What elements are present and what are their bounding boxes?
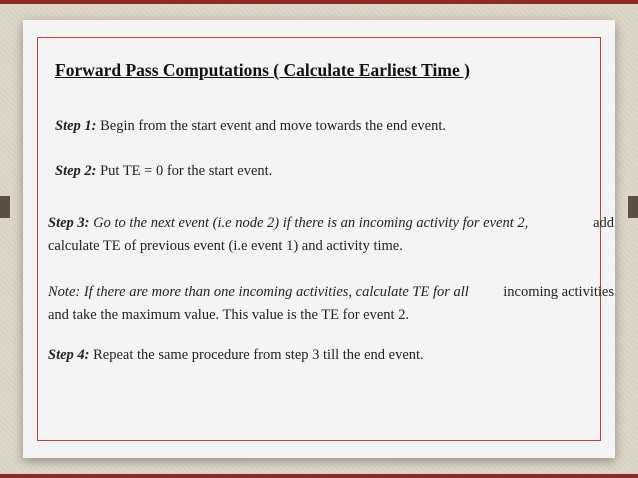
slide-title: Forward Pass Computations ( Calculate Earliest Time ) — [55, 60, 470, 80]
step-2-label: Step 2: — [55, 163, 97, 179]
step-4-text: Repeat the same procedure from step 3 till the end event. — [89, 347, 424, 363]
right-side-tab — [628, 196, 638, 218]
bottom-accent-stripe — [0, 474, 638, 478]
left-side-tab — [0, 196, 10, 218]
step-1 — [55, 118, 446, 135]
note-line-1 — [48, 281, 614, 304]
note — [48, 281, 614, 327]
step-1-label: Step 1: — [55, 118, 97, 134]
note-italic-text: Note: If there are more than one incoming activities, calculate TE for all — [48, 284, 469, 300]
step-3-line-2: calculate TE of previous event (i.e event 1) and activity time. — [48, 238, 403, 254]
note-text-end: incoming activities — [503, 284, 614, 300]
step-3-line-1 — [48, 212, 614, 235]
note-line-2: and take the maximum value. This value is the TE for event 2. — [48, 307, 410, 323]
step-3-italic-text: Go to the next event (i.e node 2) if there is an incoming activity for event 2, — [89, 215, 529, 231]
step-2-text: Put TE = 0 for the start event. — [96, 163, 273, 179]
step-3 — [48, 212, 614, 258]
step-2 — [55, 163, 272, 180]
top-accent-stripe — [0, 0, 638, 4]
step-1-text: Begin from the start event and move towards the end event. — [96, 118, 446, 134]
step-3-label: Step 3: — [48, 215, 90, 231]
step-4-label: Step 4: — [48, 347, 90, 363]
step-4 — [48, 347, 424, 364]
step-3-text-end: add — [593, 215, 614, 231]
